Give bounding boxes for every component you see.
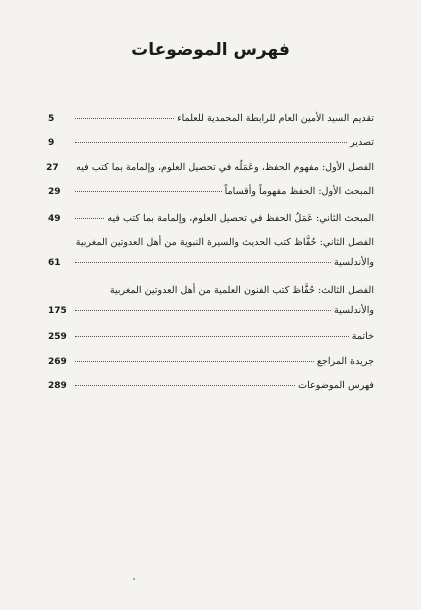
leader-dots [75,385,295,386]
toc-entry-title: الفصل الثالث: حُفَّاظ كتب الفنون العلمية من أهل العدوتين المغربية [109,285,374,296]
toc-page-number: 27 [46,163,59,173]
leader-dots [75,262,331,263]
toc-entry-title: الفصل الثاني: حُفَّاظ كتب الحديث والسيرة النبوية من أهل العدوتين المغربية [75,237,374,248]
toc-page-number: 259 [48,332,67,342]
toc-page-number: 9 [48,138,55,148]
toc-entry[interactable] [48,185,374,199]
toc-entry[interactable] [48,136,374,150]
page-title: فهرس الموضوعات [131,40,290,60]
leader-dots [75,191,222,192]
leader-dots [75,336,349,337]
toc-entry-title: تصدير [350,137,374,148]
toc-page-number: 175 [48,306,67,316]
toc-entry-title: المبحث الثاني: عَمَلُ الحفظ في تحصيل العلوم، وإلمامة بما كتب فيه [107,213,374,224]
toc-entry[interactable] [48,236,374,270]
leader-dots [75,218,104,219]
toc-entry-title: الفصل الأول: مفهوم الحفظ، وعَمَلُه في تحصيل العلوم، وإلمامة بما كتب فيه [76,162,374,173]
toc-page-number: 49 [48,214,61,224]
toc-entry[interactable] [48,161,374,175]
toc-entry-title: المبحث الأول: الحفظ مفهوماً وأقساماً [224,186,374,197]
toc-entry[interactable] [48,284,374,318]
toc-page-number: 269 [48,357,67,367]
toc-page-number: 29 [48,187,61,197]
toc-entry-title: فهرس الموضوعات [298,380,374,391]
toc-entry[interactable] [48,379,374,393]
leader-dots [75,361,314,362]
toc-entry-title: تقديم السيد الأمين العام للرابطة المحمدية للعلماء [177,113,374,124]
leader-dots [75,310,331,311]
toc-entry[interactable] [48,112,374,126]
toc-entry-title: جريدة المراجع [316,356,374,367]
toc-page-number: 5 [48,114,55,124]
leader-dots [75,142,347,143]
toc-page-number: 61 [48,258,61,268]
toc-entry-title-continued: والأندلسية [334,257,374,268]
toc-entry[interactable] [48,212,374,226]
toc-entry-title: خاتمة [351,331,374,342]
toc-page-number: 289 [48,381,67,391]
leader-dots [75,118,174,119]
toc-entry[interactable] [48,330,374,344]
toc-entry-title-continued: والأندلسية [334,305,374,316]
toc-entry[interactable] [48,355,374,369]
paper-speck [133,578,135,580]
